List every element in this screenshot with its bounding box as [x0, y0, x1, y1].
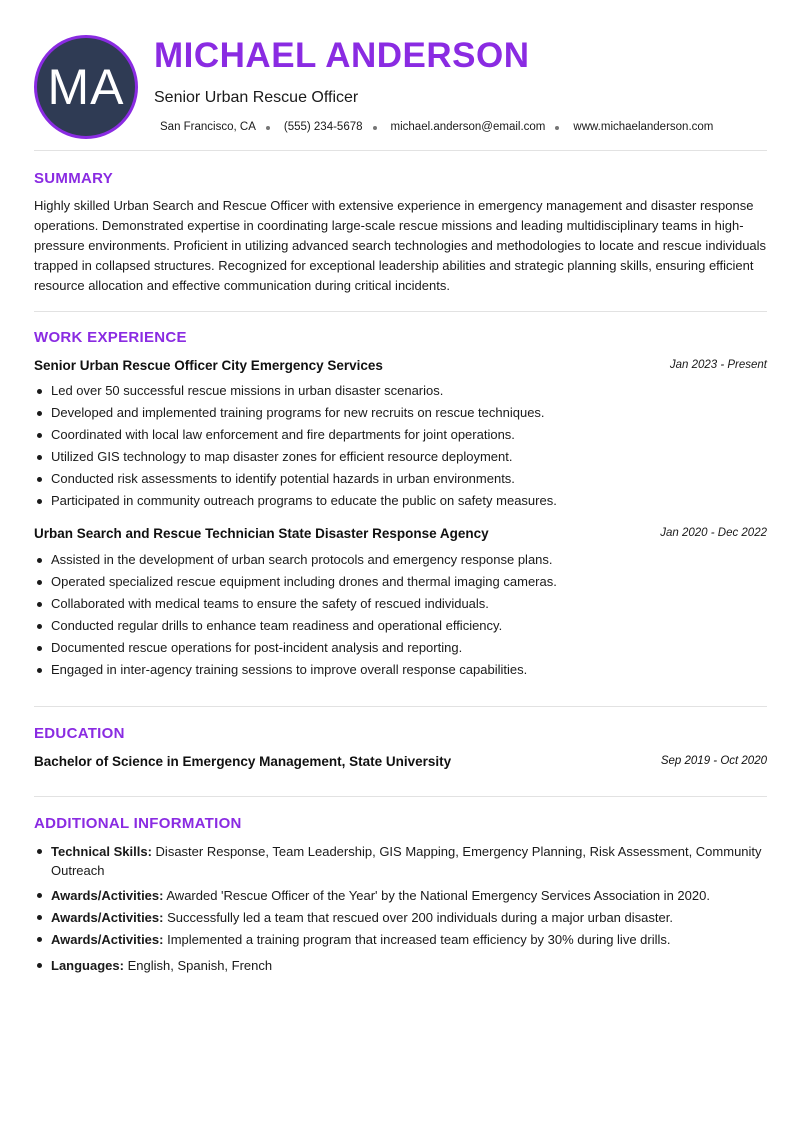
contact-line [160, 121, 713, 133]
list-item: Led over 50 successful rescue missions in urban disaster scenarios. [34, 380, 769, 402]
divider [34, 150, 767, 151]
divider [34, 311, 767, 312]
separator-dot-icon [555, 126, 559, 130]
info-text: Disaster Response, Team Leadership, GIS Mapping, Emergency Planning, Risk Assessment, Community Outreach [51, 844, 762, 878]
list-item: Utilized GIS technology to map disaster zones for efficient resource deployment. [34, 446, 769, 468]
info-text: Awarded 'Rescue Officer of the Year' by the National Emergency Services Association in 2020. [166, 888, 710, 903]
job-date: Jan 2023 - Present [669, 359, 767, 371]
job-heading [34, 526, 767, 544]
job-title: Urban Search and Rescue Technician State Disaster Response Agency [34, 526, 489, 541]
contact-email[interactable]: michael.anderson@email.com [390, 121, 546, 133]
section-title-education: EDUCATION [34, 725, 125, 742]
separator-dot-icon [373, 126, 377, 130]
list-item [34, 886, 769, 905]
section-title-summary: SUMMARY [34, 170, 114, 187]
education-entry [34, 754, 767, 772]
job-bullets [34, 380, 769, 512]
info-label: Awards/Activities: [51, 932, 164, 947]
list-item: Conducted regular drills to enhance team readiness and operational efficiency. [34, 615, 769, 637]
info-text: Implemented a training program that increased team efficiency by 30% during live drills. [167, 932, 671, 947]
info-label: Awards/Activities: [51, 888, 164, 903]
summary-text: Highly skilled Urban Search and Rescue Officer with extensive experience in emergency management and disaster response operations. Demonstrated expertise in coordinating large-scale rescue missions and leading multidisciplinary teams in high-pressure environments. Proficient in utilizing advanced search technologies and methodologies to locate and rescue individuals trapped in collapsed structures. Recognized for exceptional leadership abilities and strategic planning skills, ensuring efficient resource allocation and effective communication during critical incidents. [34, 198, 767, 293]
info-label: Languages: [51, 958, 124, 973]
contact-location: San Francisco, CA [160, 121, 256, 133]
additional-list [34, 842, 769, 975]
list-item: Conducted risk assessments to identify potential hazards in urban environments. [34, 468, 769, 490]
list-item [34, 908, 769, 927]
divider [34, 796, 767, 797]
list-item: Collaborated with medical teams to ensure the safety of rescued individuals. [34, 593, 769, 615]
separator-dot-icon [266, 126, 270, 130]
candidate-name: MICHAEL ANDERSON [154, 36, 530, 75]
list-item: Participated in community outreach programs to educate the public on safety measures. [34, 490, 769, 512]
job-date: Jan 2020 - Dec 2022 [660, 527, 767, 539]
job-heading [34, 358, 767, 376]
candidate-role: Senior Urban Rescue Officer [154, 89, 359, 106]
contact-website[interactable]: www.michaelanderson.com [573, 121, 714, 133]
list-item [34, 930, 769, 949]
list-item [34, 956, 769, 975]
list-item: Documented rescue operations for post-incident analysis and reporting. [34, 637, 769, 659]
job-bullets [34, 549, 769, 681]
job-title: Senior Urban Rescue Officer City Emergency Services [34, 358, 383, 373]
list-item: Engaged in inter-agency training sessions to improve overall response capabilities. [34, 659, 769, 681]
info-label: Technical Skills: [51, 844, 152, 859]
list-item: Assisted in the development of urban search protocols and emergency response plans. [34, 549, 769, 571]
resume-header [0, 0, 800, 150]
list-item: Operated specialized rescue equipment including drones and thermal imaging cameras. [34, 571, 769, 593]
list-item [34, 842, 769, 880]
divider [34, 706, 767, 707]
degree: Bachelor of Science in Emergency Management, State University [34, 754, 452, 769]
info-label: Awards/Activities: [51, 910, 164, 925]
info-text: English, Spanish, French [127, 958, 273, 973]
avatar: MA [34, 35, 138, 139]
education-date: Sep 2019 - Oct 2020 [660, 755, 767, 767]
section-title-additional: ADDITIONAL INFORMATION [34, 815, 242, 832]
list-item: Developed and implemented training programs for new recruits on rescue techniques. [34, 402, 769, 424]
contact-phone: (555) 234-5678 [283, 121, 363, 133]
list-item: Coordinated with local law enforcement and fire departments for joint operations. [34, 424, 769, 446]
info-text: Successfully led a team that rescued over 200 individuals during a major urban disaster. [167, 910, 673, 925]
section-title-experience: WORK EXPERIENCE [34, 329, 187, 346]
